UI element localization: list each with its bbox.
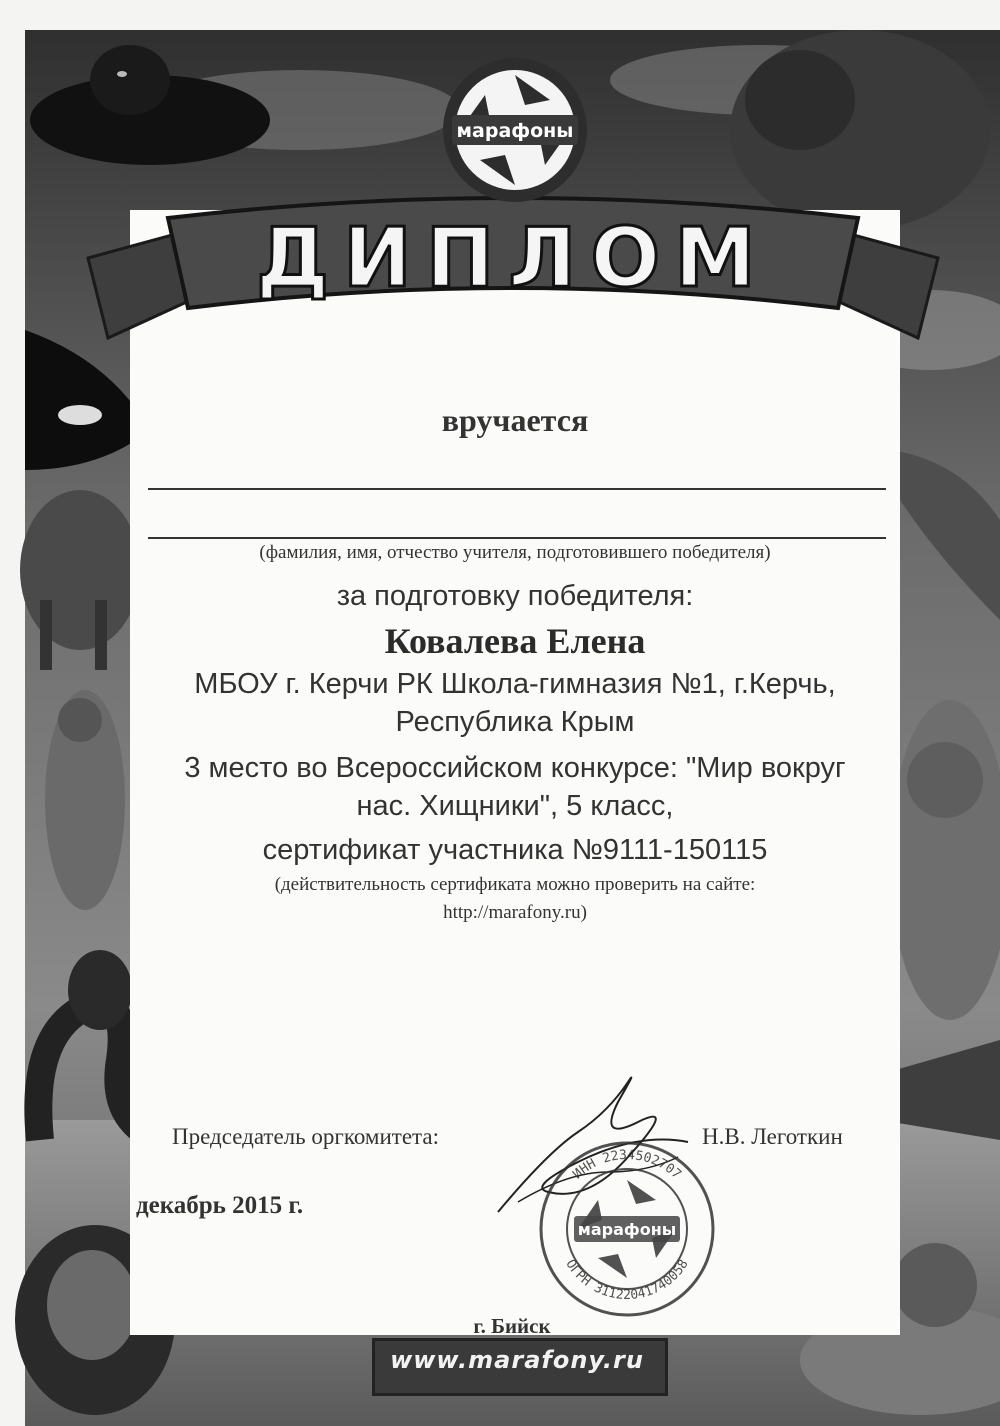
awarded-label: вручается	[441, 402, 589, 438]
verify-line-2: http://marafony.ru)	[443, 902, 587, 923]
svg-text:ОГРН 31122041740058	[562, 1257, 691, 1303]
chair-label: Председатель оргкомитета:	[172, 1124, 439, 1149]
city-label: г. Бийск	[473, 1314, 551, 1338]
certificate-number: сертификат участника №9111-150115	[262, 834, 768, 866]
meerkat-silhouette	[45, 690, 125, 910]
verify-line-1: (действительность сертификата можно проверить на сайте:	[274, 874, 756, 895]
logo-text: марафоны	[456, 120, 574, 142]
place-line-1: 3 место во Всероссийском конкурсе: "Мир вокруг	[184, 752, 846, 784]
website-link[interactable]: www.marafony.ru	[390, 1346, 644, 1374]
marafony-logo	[440, 55, 590, 205]
name-hint: (фамилия, имя, отчество учителя, подготовившего победителя)	[259, 542, 771, 563]
organization-stamp	[536, 1138, 718, 1320]
for-preparing-label: за подготовку победителя:	[336, 580, 694, 612]
stamp-ring-bottom: ОГРН 31122041740058	[562, 1257, 692, 1303]
chair-name: Н.В. Леготкин	[702, 1124, 843, 1149]
school-line-1: МБОУ г. Керчи РК Школа-гимназия №1, г.Керчь,	[194, 668, 836, 700]
winner-name: Ковалева Елена	[384, 621, 646, 661]
name-line-1	[148, 488, 886, 490]
stamp-ring-top: ИНН 2234502707	[570, 1147, 684, 1183]
stamp-logo-text: марафоны	[577, 1220, 677, 1239]
name-line-2	[148, 537, 886, 539]
title-banner	[78, 188, 948, 378]
place-line-2: нас. Хищники", 5 класс,	[356, 790, 674, 822]
banner-title: ДИПЛОМ	[256, 211, 770, 306]
issue-date: декабрь 2015 г.	[136, 1192, 304, 1219]
school-line-2: Республика Крым	[395, 706, 635, 738]
